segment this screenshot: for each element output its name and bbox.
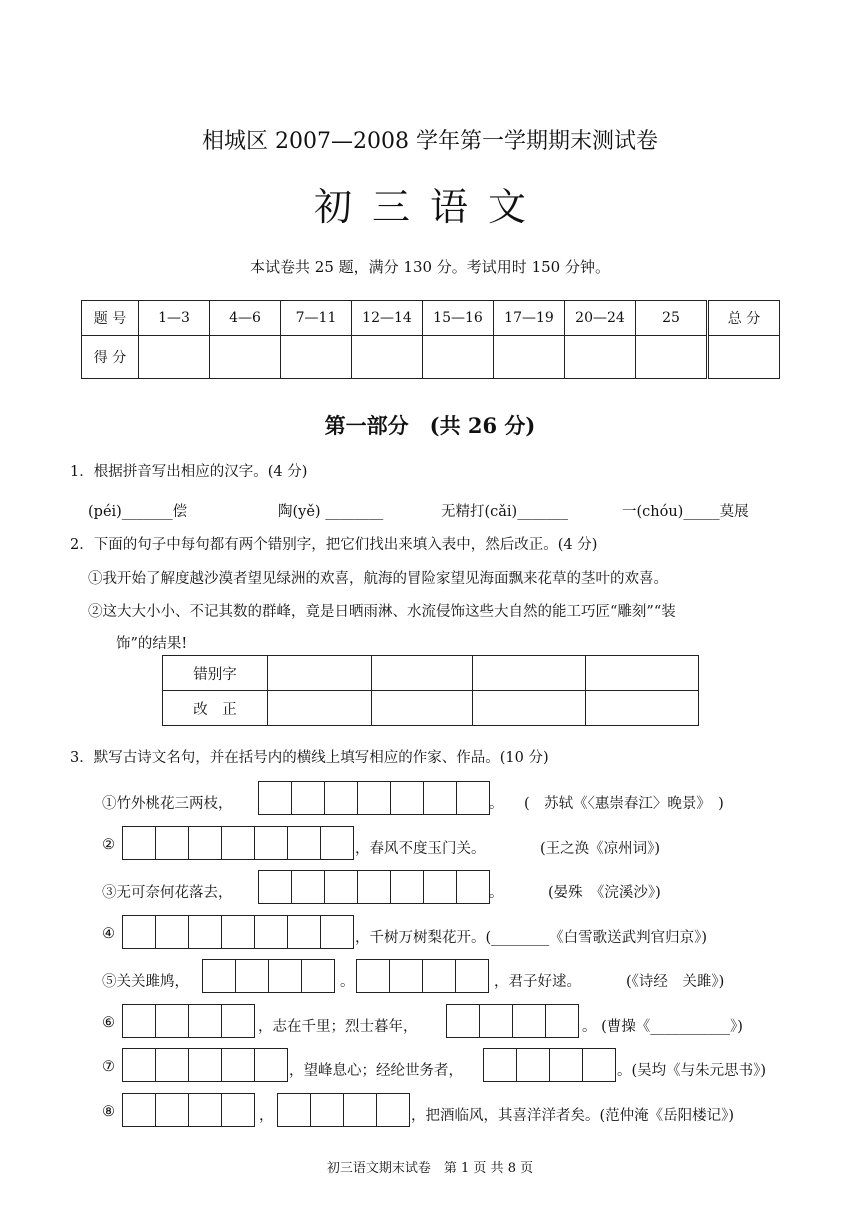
- score-cell[interactable]: [139, 336, 210, 379]
- error-table: [162, 655, 699, 726]
- score-cell[interactable]: [565, 336, 636, 379]
- q3-line5-source: (《诗经 关雎》): [626, 974, 725, 990]
- q1-prompt: 1．根据拼音写出相应的汉字。(4 分): [70, 464, 308, 480]
- score-header-cell: 17—19: [494, 301, 565, 336]
- score-header-cell: 15—16: [423, 301, 494, 336]
- score-header-cell: 12—14: [352, 301, 423, 336]
- q2-prompt: 2．下面的句子中每句都有两个错别字，把它们找出来填入表中，然后改正。(4 分): [70, 537, 598, 553]
- answer-boxes[interactable]: [446, 1004, 579, 1038]
- error-row-label: 错别字: [163, 656, 268, 691]
- correction-row-label: 改 正: [163, 691, 268, 726]
- q3-line1-mid: 。: [489, 796, 504, 812]
- q3-line7-mid: ，望峰息心；经纶世务者，: [289, 1063, 463, 1079]
- correction-row: [163, 691, 699, 726]
- q3-line7-start: ⑦: [102, 1059, 115, 1075]
- q3-line6-start: ⑥: [102, 1015, 115, 1031]
- answer-boxes[interactable]: [258, 870, 490, 904]
- answer-boxes[interactable]: [122, 1004, 255, 1038]
- q3-line1-start: ①竹外桃花三两枝，: [102, 796, 233, 812]
- q1-item[interactable]: 陶(yě) ________: [278, 504, 384, 520]
- score-row-label: 得 分: [82, 336, 139, 379]
- q2-sentence-2: ②这大大小小、不记其数的群峰，竟是日晒雨淋、水流侵饰这些大自然的能工巧匠“雕刻”“装: [88, 604, 676, 620]
- correction-cell[interactable]: [268, 691, 372, 726]
- score-table-header-row: [82, 301, 780, 336]
- q3-line2-start: ②: [102, 837, 115, 853]
- score-cell[interactable]: [423, 336, 494, 379]
- score-header-cell: 25: [636, 301, 708, 336]
- q3-line1-source: ( 苏轼《〈惠崇春江〉晚景》 ): [524, 796, 724, 812]
- subject-title: 初三语文: [313, 185, 546, 229]
- answer-boxes[interactable]: [483, 1048, 616, 1082]
- score-header-cell: 7—11: [281, 301, 352, 336]
- q3-line8-start: ⑧: [102, 1104, 115, 1120]
- answer-boxes[interactable]: [277, 1093, 410, 1127]
- answer-boxes[interactable]: [122, 1093, 255, 1127]
- q2-sentence-1: ①我开始了解度越沙漠者望见绿洲的欢喜，航海的冒险家望见海面飘来花草的茎叶的欢喜。: [88, 571, 668, 587]
- q3-line7-source: 。(吴均《与朱元思书》): [617, 1063, 767, 1079]
- score-header-cell: 1—3: [139, 301, 210, 336]
- q3-prompt: 3．默写古诗文名句，并在括号内的横线上填写相应的作家、作品。(10 分): [70, 750, 549, 766]
- score-cell[interactable]: [494, 336, 565, 379]
- score-cell[interactable]: [636, 336, 708, 379]
- score-header-cell: 总 分: [708, 301, 780, 336]
- q3-line5-mid: 。: [340, 974, 355, 990]
- q1-item[interactable]: 无精打(cǎi)_______: [441, 504, 568, 520]
- exam-title: 相城区 2007—2008 学年第一学期期末测试卷: [202, 129, 658, 154]
- q3-line2-source: (王之涣《凉州词》): [540, 841, 661, 857]
- q3-line3-source: (晏殊 《浣溪沙》): [548, 885, 661, 901]
- q3-line3-mid: 。: [489, 885, 504, 901]
- error-cell[interactable]: [586, 656, 699, 691]
- q3-line5-cont: ，君子好逑。: [494, 974, 581, 990]
- answer-boxes[interactable]: [122, 915, 354, 949]
- correction-cell[interactable]: [372, 691, 473, 726]
- exam-info: 本试卷共 25 题，满分 130 分。考试用时 150 分钟。: [250, 258, 610, 276]
- score-cell[interactable]: [352, 336, 423, 379]
- q3-line4-rest[interactable]: ，千树万树梨花开。(________《白雪歌送武判官归京》): [355, 930, 708, 946]
- q3-line6-source[interactable]: 。 (曹操《___________》): [582, 1019, 743, 1035]
- q3-line8-comma: ，: [259, 1108, 274, 1124]
- q3-line6-mid: ，志在千里；烈士暮年，: [258, 1019, 418, 1035]
- error-cell[interactable]: [473, 656, 586, 691]
- error-row: [163, 656, 699, 691]
- score-cell-total[interactable]: [708, 336, 780, 379]
- q1-item[interactable]: 一(chóu)_____莫展: [622, 504, 749, 520]
- score-header-cell: 题 号: [82, 301, 139, 336]
- score-cell[interactable]: [281, 336, 352, 379]
- answer-boxes[interactable]: [122, 1048, 288, 1082]
- score-header-cell: 4—6: [210, 301, 281, 336]
- error-cell[interactable]: [372, 656, 473, 691]
- q3-line4-start: ④: [102, 926, 115, 942]
- error-cell[interactable]: [268, 656, 372, 691]
- q3-line2-mid: ，春风不度玉门关。: [355, 841, 486, 857]
- score-header-cell: 20—24: [565, 301, 636, 336]
- answer-boxes[interactable]: [258, 781, 490, 815]
- answer-boxes[interactable]: [202, 959, 335, 993]
- correction-cell[interactable]: [473, 691, 586, 726]
- score-table: [81, 300, 780, 379]
- q2-sentence-2-cont: 饰”的结果!: [116, 636, 188, 652]
- q3-line3-start: ③无可奈何花落去，: [102, 885, 233, 901]
- q3-line8-rest: ，把酒临风，其喜洋洋者矣。(范仲淹《岳阳楼记》): [411, 1108, 735, 1124]
- q1-item[interactable]: (péi)_______偿: [88, 504, 188, 520]
- page-footer: 初三语文期末试卷 第 1 页 共 8 页: [326, 1161, 534, 1176]
- score-table-score-row: [82, 336, 780, 379]
- correction-cell[interactable]: [586, 691, 699, 726]
- score-cell[interactable]: [210, 336, 281, 379]
- answer-boxes[interactable]: [356, 959, 489, 993]
- part1-heading: 第一部分 (共 26 分): [324, 413, 536, 438]
- q3-line5-start: ⑤关关雎鸠，: [102, 974, 189, 990]
- answer-boxes[interactable]: [122, 826, 354, 860]
